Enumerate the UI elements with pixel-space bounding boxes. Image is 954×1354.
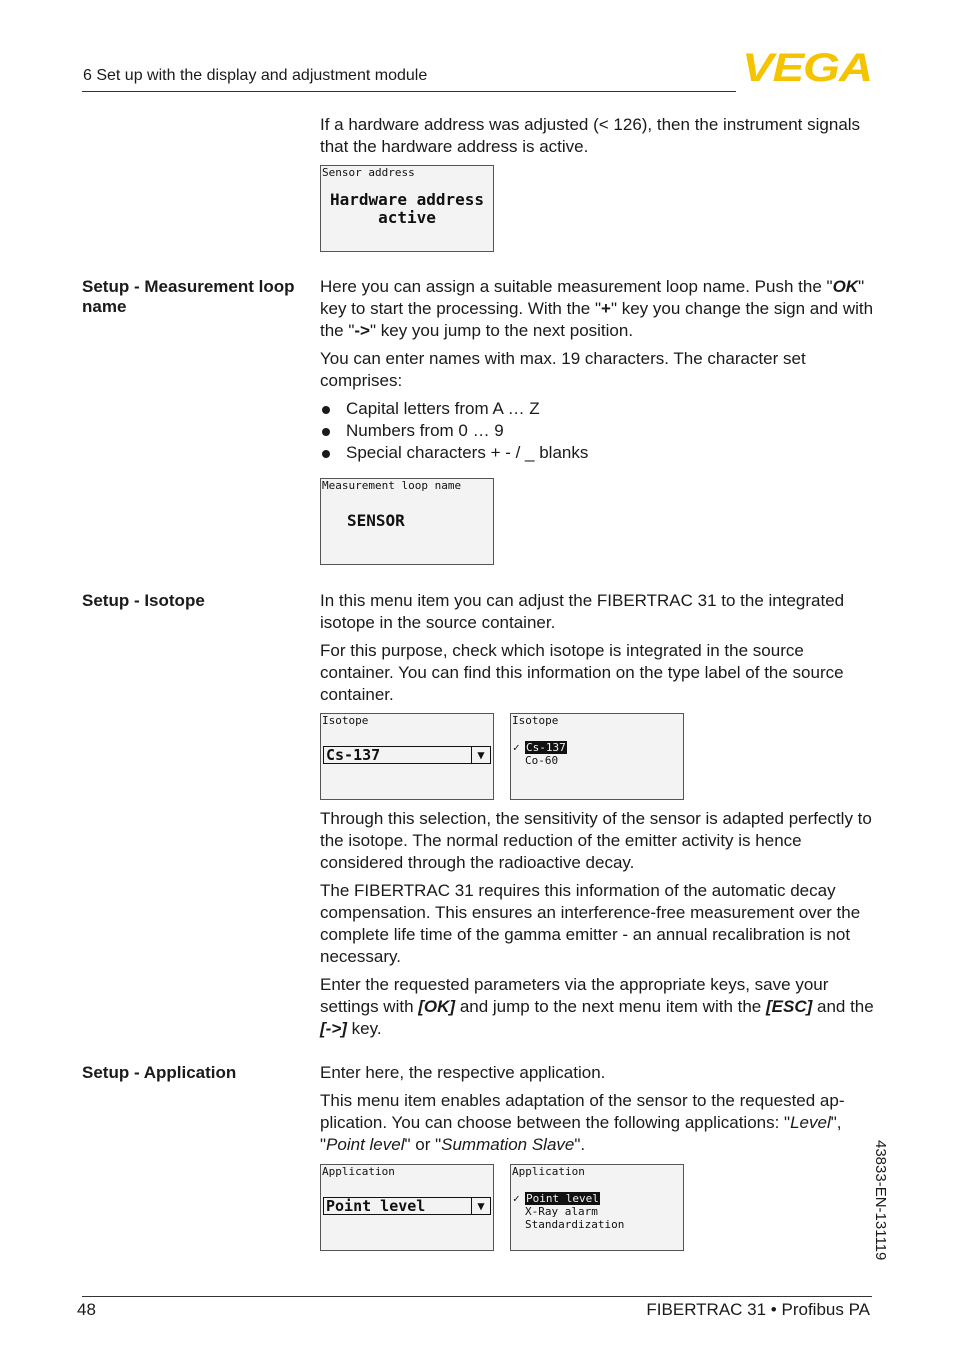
isotope-paragraph: Enter the requested parameters via the appropriate keys, save your settings with [OK] and jump to the next menu item with the [ESC] and the [->] key. [320, 975, 874, 1038]
dropdown-arrow-icon: ▼ [471, 747, 490, 763]
check-icon: ✓ [513, 741, 520, 754]
lcd-isotope-list [510, 713, 684, 800]
lcd-title: Isotope [512, 714, 559, 727]
document-number: 43833-EN-131119 [872, 1140, 889, 1261]
list-item: ✓ Cs-137 [513, 741, 566, 754]
page-number: 48 [77, 1300, 96, 1319]
application-paragraph: Enter here, the respective application. [320, 1063, 606, 1082]
application-dropdown [323, 1197, 491, 1215]
list-item: Numbers from 0 … 9 [320, 420, 876, 442]
dropdown-arrow-icon: ▼ [471, 1198, 490, 1214]
application-section [320, 1062, 876, 1162]
svg-text:VEGA: VEGA [742, 50, 872, 84]
list-item: Co-60 [525, 754, 559, 767]
lcd-title: Measurement loop name [322, 479, 462, 492]
footer-rule [82, 1296, 872, 1297]
lcd-title: Sensor address [322, 166, 415, 179]
isotope-dropdown [323, 746, 491, 764]
list-item: Standardization [525, 1218, 625, 1231]
lcd-application-list [510, 1164, 684, 1251]
lcd-value: SENSOR [347, 511, 405, 530]
section-label-application: Setup - Application [82, 1063, 237, 1082]
running-header: 6 Set up with the display and adjustment module [83, 67, 428, 84]
section-label-isotope: Setup - Isotope [82, 591, 205, 610]
loopname-paragraph: Here you can assign a suitable measurement loop name. Push the "OK" key to start the processing. With the "+" key you change the sign and with the "->" key you jump to the next position. [320, 277, 874, 340]
lcd-title: Application [512, 1165, 585, 1178]
header-rule [82, 91, 736, 92]
application-paragraph: This menu item enables adaptation of the sensor to the requested ap-plication. You can choose between the following applications: "Level", "Point level" or "Summation Slave". [320, 1091, 845, 1154]
lcd-title: Application [322, 1165, 395, 1178]
lcd-isotope-dropdown [320, 713, 494, 800]
lcd-sensor-address [320, 165, 494, 252]
isotope-section-a [320, 590, 876, 712]
lcd-application-dropdown [320, 1164, 494, 1251]
list-item: Special characters + - / _ blanks [320, 442, 876, 464]
isotope-paragraph: For this purpose, check which isotope is integrated in the source container. You can find this information on the type label of the source container. [320, 641, 844, 704]
check-icon: ✓ [513, 1192, 520, 1205]
dropdown-value: Point level [326, 1197, 426, 1215]
intro-section [320, 114, 876, 164]
lcd-title: Isotope [322, 714, 369, 727]
list-item: Capital letters from A … Z [320, 398, 876, 420]
lcd-line: Hardware address [329, 190, 485, 209]
intro-text: If a hardware address was adjusted (< 126), then the instrument signals that the hardware address is active. [320, 115, 861, 156]
isotope-section-b [320, 808, 876, 1046]
lcd-line: active [378, 208, 436, 227]
isotope-paragraph: Through this selection, the sensitivity of the sensor is adapted perfectly to the isotope. The normal reduction of the emitter activity is hence considered through the radioactive decay. [320, 809, 872, 872]
isotope-paragraph: The FIBERTRAC 31 requires this information of the automatic decay compensation. This ensures an interference-free measurement over the complete life time of the gamma emitter - an annual recalibration is not necessary. [320, 881, 861, 966]
dropdown-value: Cs-137 [326, 746, 381, 764]
section-label-loopname: Setup - Measurement loop name [82, 277, 295, 316]
loopname-section [320, 276, 876, 470]
isotope-options [513, 741, 567, 767]
isotope-paragraph: In this menu item you can adjust the FIBERTRAC 31 to the integrated isotope in the source container. [320, 591, 845, 632]
vega-logo [742, 50, 872, 84]
list-item: ✓ Point level [513, 1192, 599, 1205]
lcd-loop-name [320, 478, 494, 565]
application-options [513, 1192, 624, 1231]
list-item: X-Ray alarm [525, 1205, 598, 1218]
footer-title: FIBERTRAC 31 • Profibus PA [646, 1300, 870, 1319]
charset-list [320, 398, 876, 464]
loopname-charset: You can enter names with max. 19 characters. The character set comprises: [320, 349, 806, 390]
